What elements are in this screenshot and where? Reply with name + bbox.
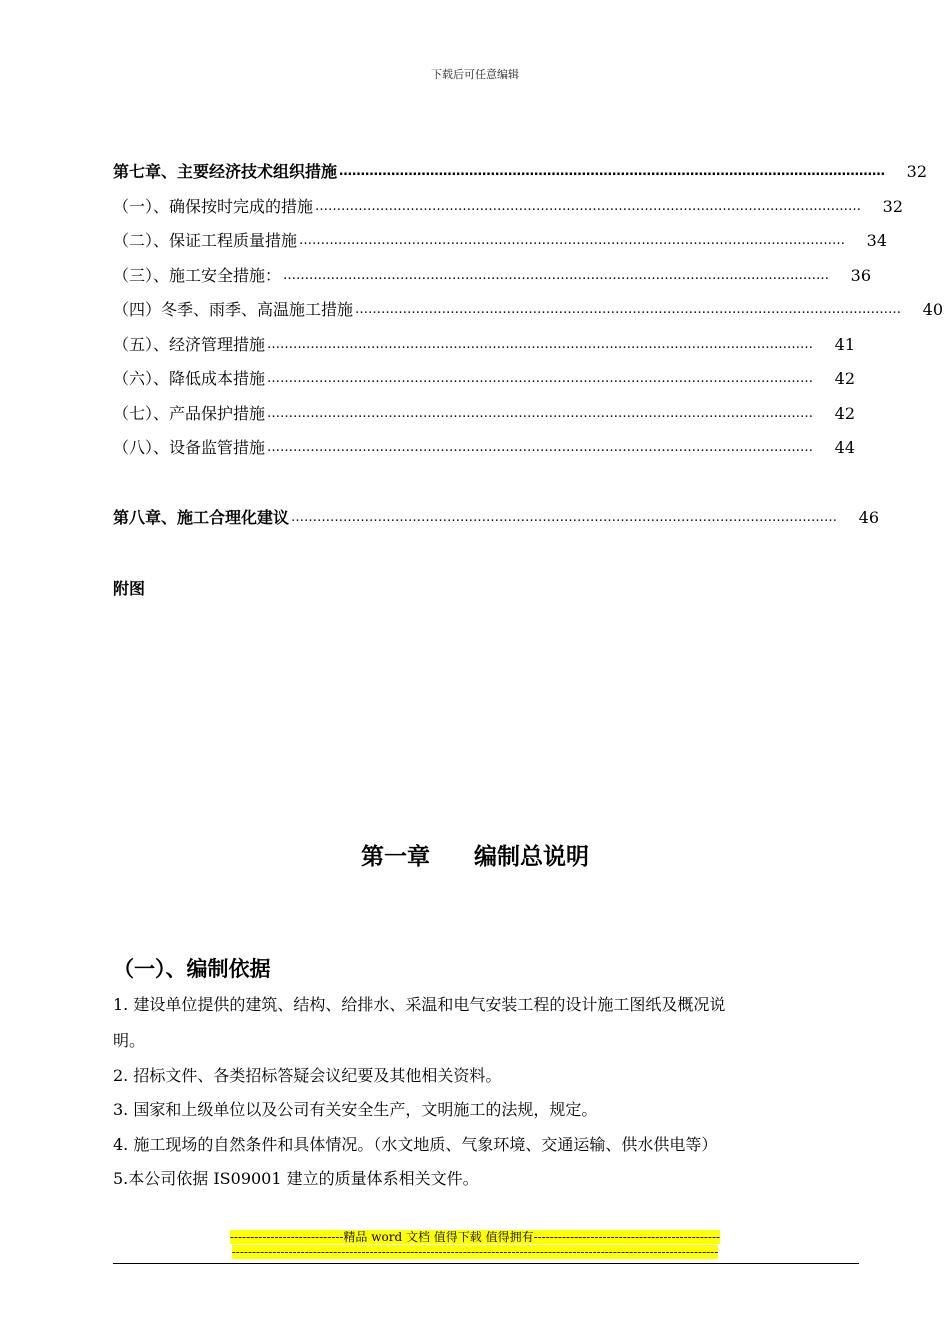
toc-dots: ………………………………………………………………………………………………………………	[267, 337, 814, 352]
toc-label: 第七章、主要经济技术组织措施	[113, 162, 338, 181]
toc-page-number: 42	[834, 369, 856, 388]
body-paragraph-line: 5.本公司依据 IS09001 建立的质量体系相关文件。	[113, 1169, 479, 1188]
body-paragraph-line: 3. 国家和上级单位以及公司有关安全生产，文明施工的法规，规定。	[113, 1100, 598, 1119]
toc-page-number: 36	[850, 266, 872, 285]
toc-label: （八）、设备监管措施	[113, 438, 266, 457]
toc-dots: ………………………………………………………………………………………………………………	[355, 302, 902, 317]
toc-entry-7-7[interactable]	[113, 402, 856, 426]
toc-label: （七）、产品保护措施	[113, 404, 266, 423]
toc-entry-appendix[interactable]: 附图	[113, 579, 146, 598]
toc-label: （五）、经济管理措施	[113, 335, 266, 354]
chapter-number: 第一章	[360, 844, 430, 870]
toc-label: （二）、保证工程质量措施	[113, 231, 298, 250]
chapter-title	[0, 838, 950, 871]
toc-label: （一）、确保按时完成的措施	[113, 197, 314, 216]
toc-label: （六）、降低成本措施	[113, 369, 266, 388]
toc-entry-7-4[interactable]	[113, 298, 944, 322]
toc-page-number: 44	[834, 438, 856, 457]
body-paragraph-line: 1. 建设单位提供的建筑、结构、给排水、采温和电气安装工程的设计施工图纸及概况说	[113, 995, 726, 1014]
toc-dots: ………………………………………………………………………………………………………………	[339, 164, 886, 179]
footer-divider	[113, 1263, 859, 1264]
toc-page-number: 32	[906, 162, 928, 181]
body-paragraph-line: 明。	[113, 1031, 146, 1050]
toc-dots: ………………………………………………………………………………………………………………	[267, 406, 814, 421]
body-paragraph-line: 4. 施工现场的自然条件和具体情况。（水文地质、气象环境、交通运输、供水供电等）	[113, 1135, 718, 1154]
toc-entry-chapter-7[interactable]	[113, 160, 928, 184]
toc-entry-chapter-8[interactable]	[113, 506, 880, 530]
toc-page-number: 32	[882, 197, 904, 216]
footer-banner-line-1	[0, 1230, 950, 1245]
footer-banner-line-2	[0, 1245, 950, 1260]
toc-label: （三）、施工安全措施：	[113, 266, 282, 285]
toc-entry-7-8[interactable]	[113, 436, 856, 460]
toc-page-number: 34	[866, 231, 888, 250]
toc-entry-7-6[interactable]	[113, 367, 856, 391]
toc-entry-7-2[interactable]	[113, 229, 888, 253]
toc-label: （四）冬季、雨季、高温施工措施	[113, 300, 354, 319]
toc-dots: ………………………………………………………………………………………………………………	[299, 233, 846, 248]
toc-dots: ………………………………………………………………………………………………………………	[283, 268, 830, 283]
toc-page-number: 40	[922, 300, 944, 319]
toc-entry-7-3[interactable]	[113, 264, 872, 288]
toc-dots: ………………………………………………………………………………………………………………	[291, 510, 838, 525]
toc-dots: ………………………………………………………………………………………………………………	[267, 440, 814, 455]
toc-page-number: 42	[834, 404, 856, 423]
toc-page-number: 46	[858, 508, 880, 527]
toc-dots: ………………………………………………………………………………………………………………	[267, 371, 814, 386]
footer-banner-text: ----------------------------精品 word 文档 值得下载 值得拥有----------------------------------------------	[229, 1230, 721, 1244]
toc-dots: ………………………………………………………………………………………………………………	[315, 199, 862, 214]
toc-page-number: 41	[834, 335, 856, 354]
body-paragraph-line: 2. 招标文件、各类招标答疑会议纪要及其他相关资料。	[113, 1066, 502, 1085]
toc-entry-7-5[interactable]	[113, 333, 856, 357]
toc-label: 第八章、施工合理化建议	[113, 508, 290, 527]
page-header: 下载后可任意编辑	[431, 68, 519, 81]
footer-banner-text: ------------------------------------------------------------------------------------------------------------------------	[231, 1245, 719, 1259]
chapter-name: 编制总说明	[474, 844, 589, 870]
toc-entry-7-1[interactable]	[113, 195, 904, 219]
section-title: （一）、编制依据	[113, 957, 271, 981]
